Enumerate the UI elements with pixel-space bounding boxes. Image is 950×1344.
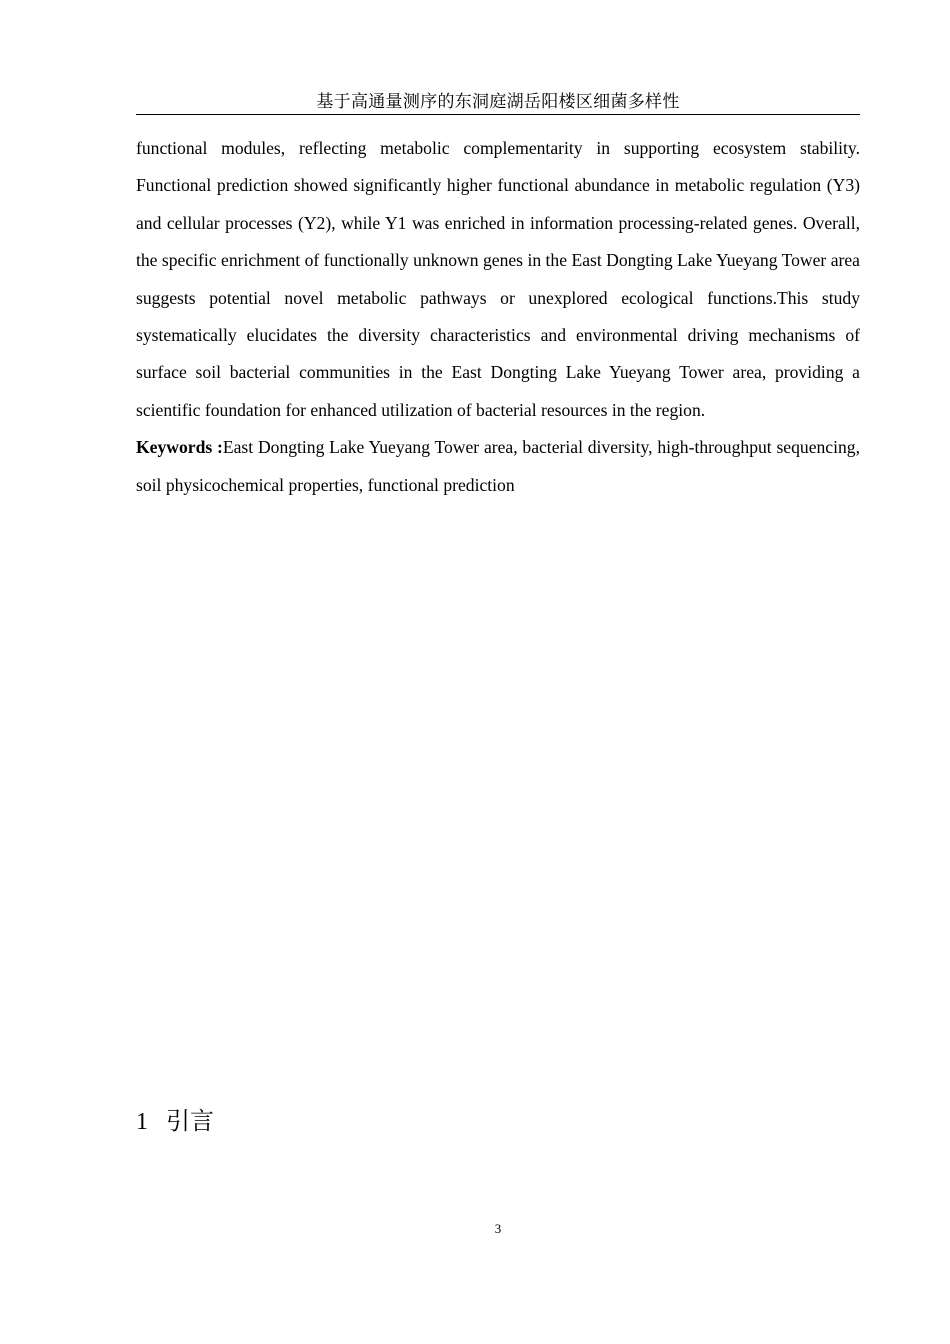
keywords-label: Keywords : xyxy=(136,437,223,458)
keywords-line xyxy=(136,429,860,504)
section-title: 引言 xyxy=(166,1107,214,1135)
section-number: 1 xyxy=(136,1109,148,1135)
running-header: 基于高通量测序的东洞庭湖岳阳楼区细菌多样性 xyxy=(136,90,860,115)
page-number: 3 xyxy=(494,1221,502,1236)
abstract-paragraph: functional modules, reflecting metabolic complementarity in supporting ecosystem stability. Functional prediction showed significantly higher functional abundance in metabolic regulation (Y3) and cellular processes (Y2), while Y1 was enriched in information processing-related genes. Overall, the specific enrichment of functionally unknown genes in the East Dongting Lake Yueyang Tower area suggests potential novel metabolic pathways or unexplored ecological functions.This study systematically elucidates the diversity characteristics and environmental driving mechanisms of surface soil bacterial communities in the East Dongting Lake Yueyang Tower area, providing a scientific foundation for enhanced utilization of bacterial resources in the region. xyxy=(136,138,860,420)
abstract-body xyxy=(136,130,860,504)
keywords-text: East Dongting Lake Yueyang Tower area, bacterial diversity, high-throughput sequencing, soil physicochemical properties, functional prediction xyxy=(136,437,860,495)
section-heading xyxy=(136,1103,214,1139)
